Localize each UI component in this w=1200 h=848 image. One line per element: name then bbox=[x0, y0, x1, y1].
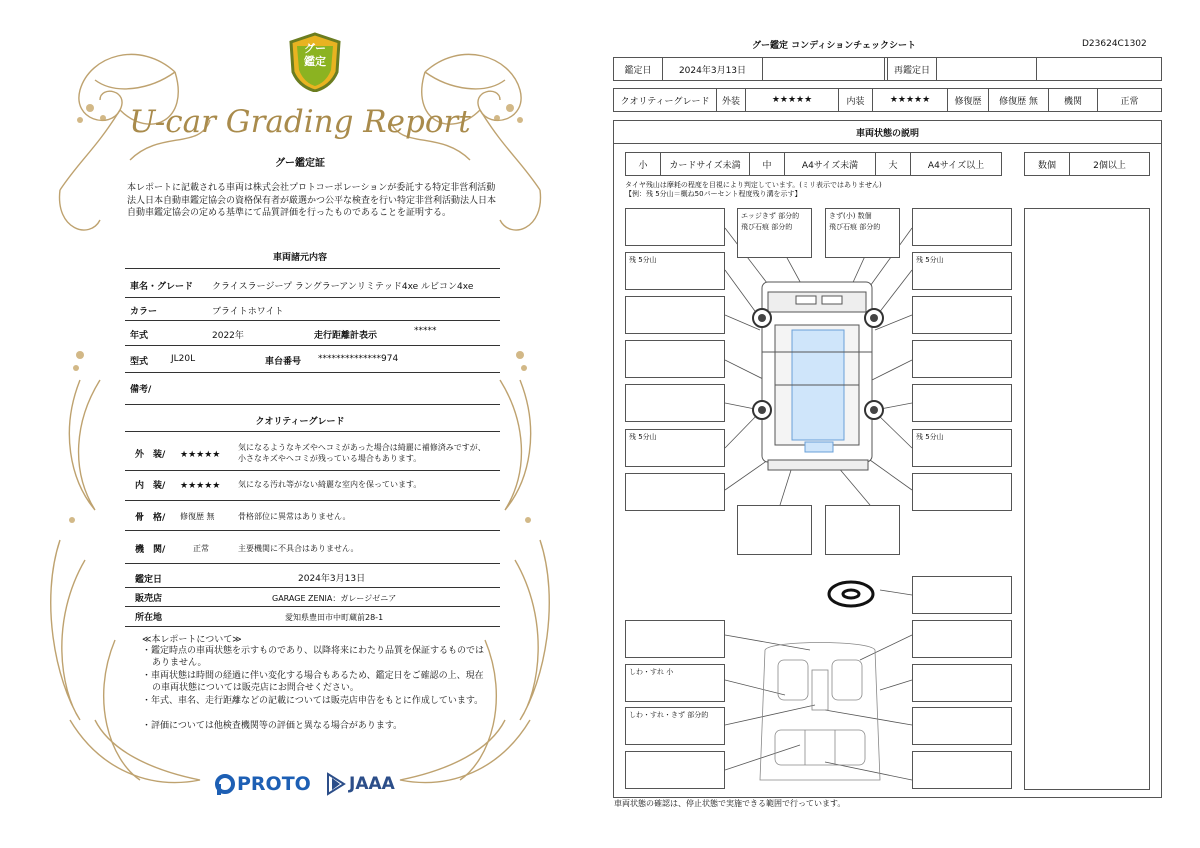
shop-value: GARAGE ZENIA：ガレージゼニア bbox=[272, 594, 397, 603]
engine-label: 機 関/ bbox=[135, 545, 166, 555]
tire-note-1: タイヤ残山は摩耗の程度を目視により判定しています。(ミリ表示ではありません) bbox=[625, 181, 882, 189]
note-box-int-l4 bbox=[625, 751, 725, 789]
note-box-tire-fr bbox=[912, 252, 1012, 290]
quality-label: クオリティーグレード bbox=[620, 96, 710, 107]
note-box-l3 bbox=[625, 384, 725, 422]
proto-mark-icon bbox=[215, 772, 235, 796]
script-title: U-car Grading Report bbox=[129, 104, 471, 140]
exterior-stars: ★★★★★ bbox=[180, 450, 221, 460]
note-box-front-left-corner bbox=[625, 208, 725, 246]
interior-label: 内 装/ bbox=[135, 481, 166, 491]
note-box-l1 bbox=[625, 296, 725, 334]
repair-value: 修復歴 無 bbox=[999, 96, 1038, 107]
redate-label: 再鑑定日 bbox=[893, 65, 930, 76]
note-4: ・評価については他検査機関等の評価と異なる場合があります。 bbox=[142, 721, 403, 731]
size-mid-desc: A4サイズ未満 bbox=[801, 160, 859, 171]
address-value: 愛知県豊田市中町蔵前28-1 bbox=[285, 613, 384, 622]
note-box-tire-rl bbox=[625, 429, 725, 467]
goo-logo-text: グー 鑑定 bbox=[304, 42, 326, 68]
sheet-title: グー鑑定 コンディションチェックシート bbox=[752, 41, 916, 51]
mileage-value: ***** bbox=[414, 326, 437, 336]
tire-rr-label: 残 5分山 bbox=[916, 433, 944, 441]
note-3: ・年式、車名、走行距離などの記載については販売店申告をもとに作成しています。 bbox=[142, 696, 484, 706]
note-box-r2 bbox=[912, 340, 1012, 378]
size-mid: 中 bbox=[762, 160, 772, 171]
int-label: 内装 bbox=[846, 96, 865, 107]
tire-rl-label: 残 5分山 bbox=[629, 433, 657, 441]
size-small-desc: カードサイズ未満 bbox=[669, 160, 741, 171]
note-1: ・鑑定時点の車両状態を示すものであり、以降将来にわたり品質を保証するものではありません。 bbox=[142, 646, 485, 668]
shop-label: 販売店 bbox=[135, 594, 163, 604]
size-large: 大 bbox=[888, 160, 898, 171]
name-value: クライスラージープ ラングラーアンリミテッド4xe ルビコン4xe bbox=[212, 282, 474, 292]
date-label: 鑑定日 bbox=[624, 65, 652, 76]
remarks-label: 備考/ bbox=[130, 385, 152, 395]
int-stars: ★★★★★ bbox=[889, 95, 931, 105]
jaaa-logo-text: JAAA bbox=[349, 774, 395, 794]
condition-heading: 車両状態の説明 bbox=[855, 128, 919, 139]
note-2: ・車両状態は時間の経過に伴い変化する場合もあるため、鑑定日をご確認の上、現在の車両状態については販売店にお問合せください。 bbox=[142, 671, 484, 693]
interior-note-1: しわ・すれ 小 bbox=[629, 668, 674, 676]
model-label: 型式 bbox=[130, 357, 149, 367]
edge-label: エッジきず 部分的 飛び石痕 部分的 bbox=[741, 212, 800, 231]
tire-note-2: 【例：残 5分山＝概ね50パーセント程度残り溝を示す】 bbox=[625, 190, 802, 198]
steering-wheel-icon bbox=[829, 582, 873, 606]
jaaa-mark-icon bbox=[326, 772, 346, 796]
note-box-r3 bbox=[912, 384, 1012, 422]
note-box-rear-1 bbox=[737, 505, 812, 555]
note-box-int-r2 bbox=[912, 664, 1012, 702]
note-box-r4 bbox=[912, 473, 1012, 511]
quality-heading: クオリティーグレード bbox=[255, 417, 345, 427]
specs-heading: 車両諸元内容 bbox=[272, 253, 327, 263]
exterior-label: 外 装/ bbox=[135, 450, 166, 460]
ext-label: 外装 bbox=[721, 96, 740, 107]
frame-value: 修復歴 無 bbox=[180, 512, 215, 521]
frame-label: 骨 格/ bbox=[135, 513, 166, 523]
note-box-l4 bbox=[625, 473, 725, 511]
note-box-front-edge bbox=[737, 208, 812, 258]
certificate-title: グー鑑定証 bbox=[275, 158, 325, 169]
address-label: 所在地 bbox=[135, 613, 163, 623]
mileage-label: 走行距離計表示 bbox=[314, 331, 378, 341]
tire-fr-label: 残 5分山 bbox=[916, 256, 944, 264]
model-value: JL20L bbox=[171, 354, 196, 364]
note-box-front-right-corner bbox=[912, 208, 1012, 246]
engine-value: 正常 bbox=[1120, 96, 1139, 107]
color-label: カラー bbox=[130, 307, 158, 317]
note-box-l2 bbox=[625, 340, 725, 378]
note-box-int-l2 bbox=[625, 664, 725, 702]
chassis-label: 車台番号 bbox=[265, 357, 302, 367]
size-large-desc: A4サイズ以上 bbox=[927, 160, 985, 171]
color-value: ブライトホワイト bbox=[212, 307, 284, 317]
note-box-tire-rr bbox=[912, 429, 1012, 467]
note-box-int-r3 bbox=[912, 707, 1012, 745]
year-value: 2022年 bbox=[212, 331, 244, 341]
sheet-code: D23624C1302 bbox=[1082, 39, 1147, 49]
interior-note-2: しわ・すれ・きず 部分的 bbox=[629, 711, 709, 719]
date-value: 2024年3月13日 bbox=[298, 574, 366, 584]
note-box-rear-2 bbox=[825, 505, 900, 555]
count-value: 2個以上 bbox=[1093, 160, 1126, 171]
note-box-tire-fl bbox=[625, 252, 725, 290]
repair-label: 修復歴 bbox=[954, 96, 982, 107]
note-box-int-l1 bbox=[625, 620, 725, 658]
engine-label: 機関 bbox=[1063, 96, 1082, 107]
note-box-int-l3 bbox=[625, 707, 725, 745]
notes-heading: ≪本レポートについて≫ bbox=[142, 635, 242, 645]
note-box-r1 bbox=[912, 296, 1012, 334]
note-box-int-r4 bbox=[912, 751, 1012, 789]
name-label: 車名・グレード bbox=[130, 282, 194, 292]
year-label: 年式 bbox=[130, 331, 149, 341]
proto-logo-text: PROTO bbox=[237, 773, 311, 795]
engine-desc: 主要機関に不具合はありません。 bbox=[238, 544, 359, 553]
date-label: 鑑定日 bbox=[135, 575, 163, 585]
goo-logo bbox=[287, 32, 343, 92]
chassis-value: **************974 bbox=[318, 354, 399, 364]
interior-desc: 気になる汚れ等がない綺麗な室内を保っています。 bbox=[238, 480, 422, 489]
note-box-front-scratch bbox=[825, 208, 900, 258]
exterior-desc: 気になるようなキズやヘコミがあった場合は綺麗に補修済みですが、小さなキズやヘコミが残っている場合もあります。 bbox=[238, 443, 486, 463]
size-small: 小 bbox=[638, 160, 648, 171]
note-box-int-r1 bbox=[912, 620, 1012, 658]
intro-text: 本レポートに記載される車両は株式会社プロトコーポレーションが委託する特定非営利活動法人日本自動車鑑定協会の資格保有者が厳選かつ公平な検査を行い特定非営利活動法人日本自動車鑑定協会の定める基準にて品質評価を行ったものであることを証明する。 bbox=[127, 183, 497, 218]
scratch-label: きず(小) 数個 飛び石痕 部分的 bbox=[829, 212, 881, 231]
frame-desc: 骨格部位に異常はありません。 bbox=[238, 512, 351, 521]
interior-stars: ★★★★★ bbox=[180, 481, 221, 491]
engine-value: 正常 bbox=[193, 544, 209, 553]
count-label: 数個 bbox=[1037, 160, 1056, 171]
condition-check-sheet bbox=[600, 0, 1200, 848]
tire-fl-label: 残 5分山 bbox=[629, 256, 657, 264]
ext-stars: ★★★★★ bbox=[771, 95, 813, 105]
sheet-footer: 車両状態の確認は、停止状態で実施できる範囲で行っています。 bbox=[614, 799, 846, 808]
note-box-steering bbox=[912, 576, 1012, 614]
date-value: 2024年3月13日 bbox=[678, 65, 747, 76]
